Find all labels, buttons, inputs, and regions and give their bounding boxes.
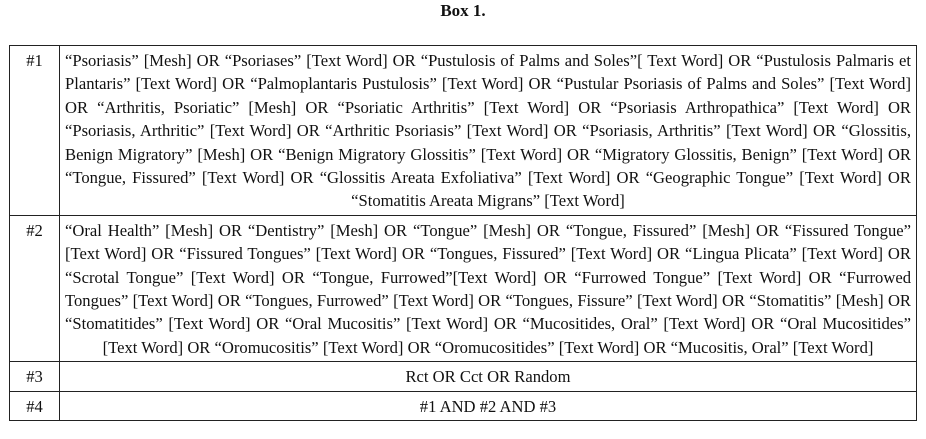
table-row: [10, 362, 917, 391]
search-strategy-table: [9, 45, 917, 421]
table-row: [10, 215, 917, 361]
row-query: Rct OR Cct OR Random: [60, 362, 917, 391]
table-row: [10, 46, 917, 216]
row-id: #3: [10, 362, 60, 391]
row-id: #2: [10, 215, 60, 361]
row-query: “Psoriasis” [Mesh] OR “Psoriases” [Text Word] OR “Pustulosis of Palms and Soles”[ Text Word] OR “Pustulosis Palmaris et Plantaris” [Text Word] OR “Palmoplantaris Pustulosis” [Text Word] OR “Pustular Psoriasis of Palms and Soles” [Text Word] OR “Arthritis, Psoriatic” [Mesh] OR “Psoriatic Arthritis” [Text Word] OR “Psoriasis Arthropathica” [Text Word] OR “Psoriasis, Arthritic” [Text Word] OR “Arthritic Psoriasis” [Text Word] OR “Psoriasis, Arthritis” [Text Word] OR “Glossitis, Benign Migratory” [Mesh] OR “Benign Migratory Glossitis” [Text Word] OR “Migratory Glossitis, Benign” [Text Word] OR “Tongue, Fissured” [Text Word] OR “Glossitis Areata Exfoliativa” [Text Word] OR “Geographic Tongue” [Text Word] OR “Stomatitis Areata Migrans” [Text Word]: [60, 46, 917, 216]
table-row: [10, 391, 917, 420]
row-query: #1 AND #2 AND #3: [60, 391, 917, 420]
row-id: #4: [10, 391, 60, 420]
row-query: “Oral Health” [Mesh] OR “Dentistry” [Mesh] OR “Tongue” [Mesh] OR “Tongue, Fissured” [Mesh] OR “Fissured Tongue” [Text Word] OR “Fissured Tongues” [Text Word] OR “Tongues, Fissured” [Text Word] OR “Lingua Plicata” [Text Word] OR “Scrotal Tongue” [Text Word] OR “Tongue, Furrowed”[Text Word] OR “Furrowed Tongue” [Text Word] OR “Furrowed Tongues” [Text Word] OR “Tongues, Furrowed” [Text Word] OR “Tongues, Fissure” [Text Word] OR “Stomatitis” [Mesh] OR “Stomatitides” [Text Word] OR “Oral Mucositis” [Text Word] OR “Mucositides, Oral” [Text Word] OR “Oral Mucositides” [Text Word] OR “Oromucositis” [Text Word] OR “Oromucositides” [Text Word] OR “Mucositis, Oral” [Text Word]: [60, 215, 917, 361]
row-id: #1: [10, 46, 60, 216]
box-title: Box 1.: [440, 1, 486, 20]
